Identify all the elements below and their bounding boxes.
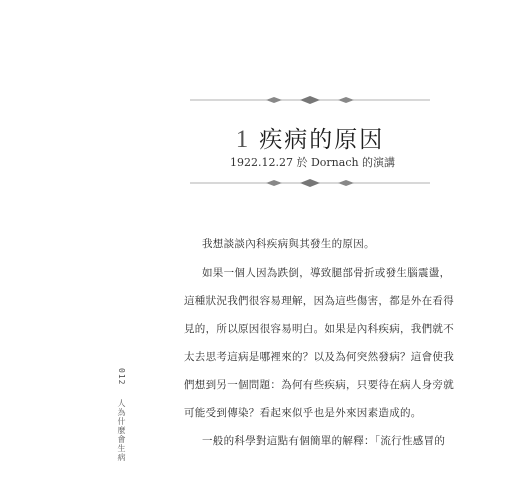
body-line: 這種狀況我們很容易理解，因為這些傷害，都是外在看得 <box>184 295 454 307</box>
top-ornament-divider <box>190 95 430 105</box>
chapter-heading <box>180 121 440 154</box>
body-line: 一般的科學對這點有個簡單的解釋：「流行性感冒的 <box>202 435 446 447</box>
body-line: 太去思考這病是哪裡來的？以及為何突然發病？這會使我 <box>184 351 454 363</box>
running-sidebar <box>113 368 127 462</box>
chapter-title: 疾病的原因 <box>259 127 385 153</box>
body-line: 可能受到傳染？看起來似乎也是外來因素造成的。 <box>184 407 422 419</box>
chapter-number: 1 <box>235 126 249 153</box>
page-number: 012 <box>117 368 126 386</box>
body-line: 我想談談內科疾病與其發生的原因。 <box>202 238 375 250</box>
body-line: 見的，所以原因很容易明白。如果是內科疾病，我們就不 <box>184 323 454 335</box>
chapter-subtitle: 1922.12.27 於 Dornach 的演講 <box>230 156 396 169</box>
body-line: 如果一個人因為跌倒，導致腿部骨折或發生腦震盪， <box>202 267 451 279</box>
book-title: 人為什麼會生病 <box>117 399 126 462</box>
bottom-ornament-divider <box>190 178 430 188</box>
body-line: 們想到另一個問題：為何有些疾病，只要待在病人身旁就 <box>184 379 454 391</box>
